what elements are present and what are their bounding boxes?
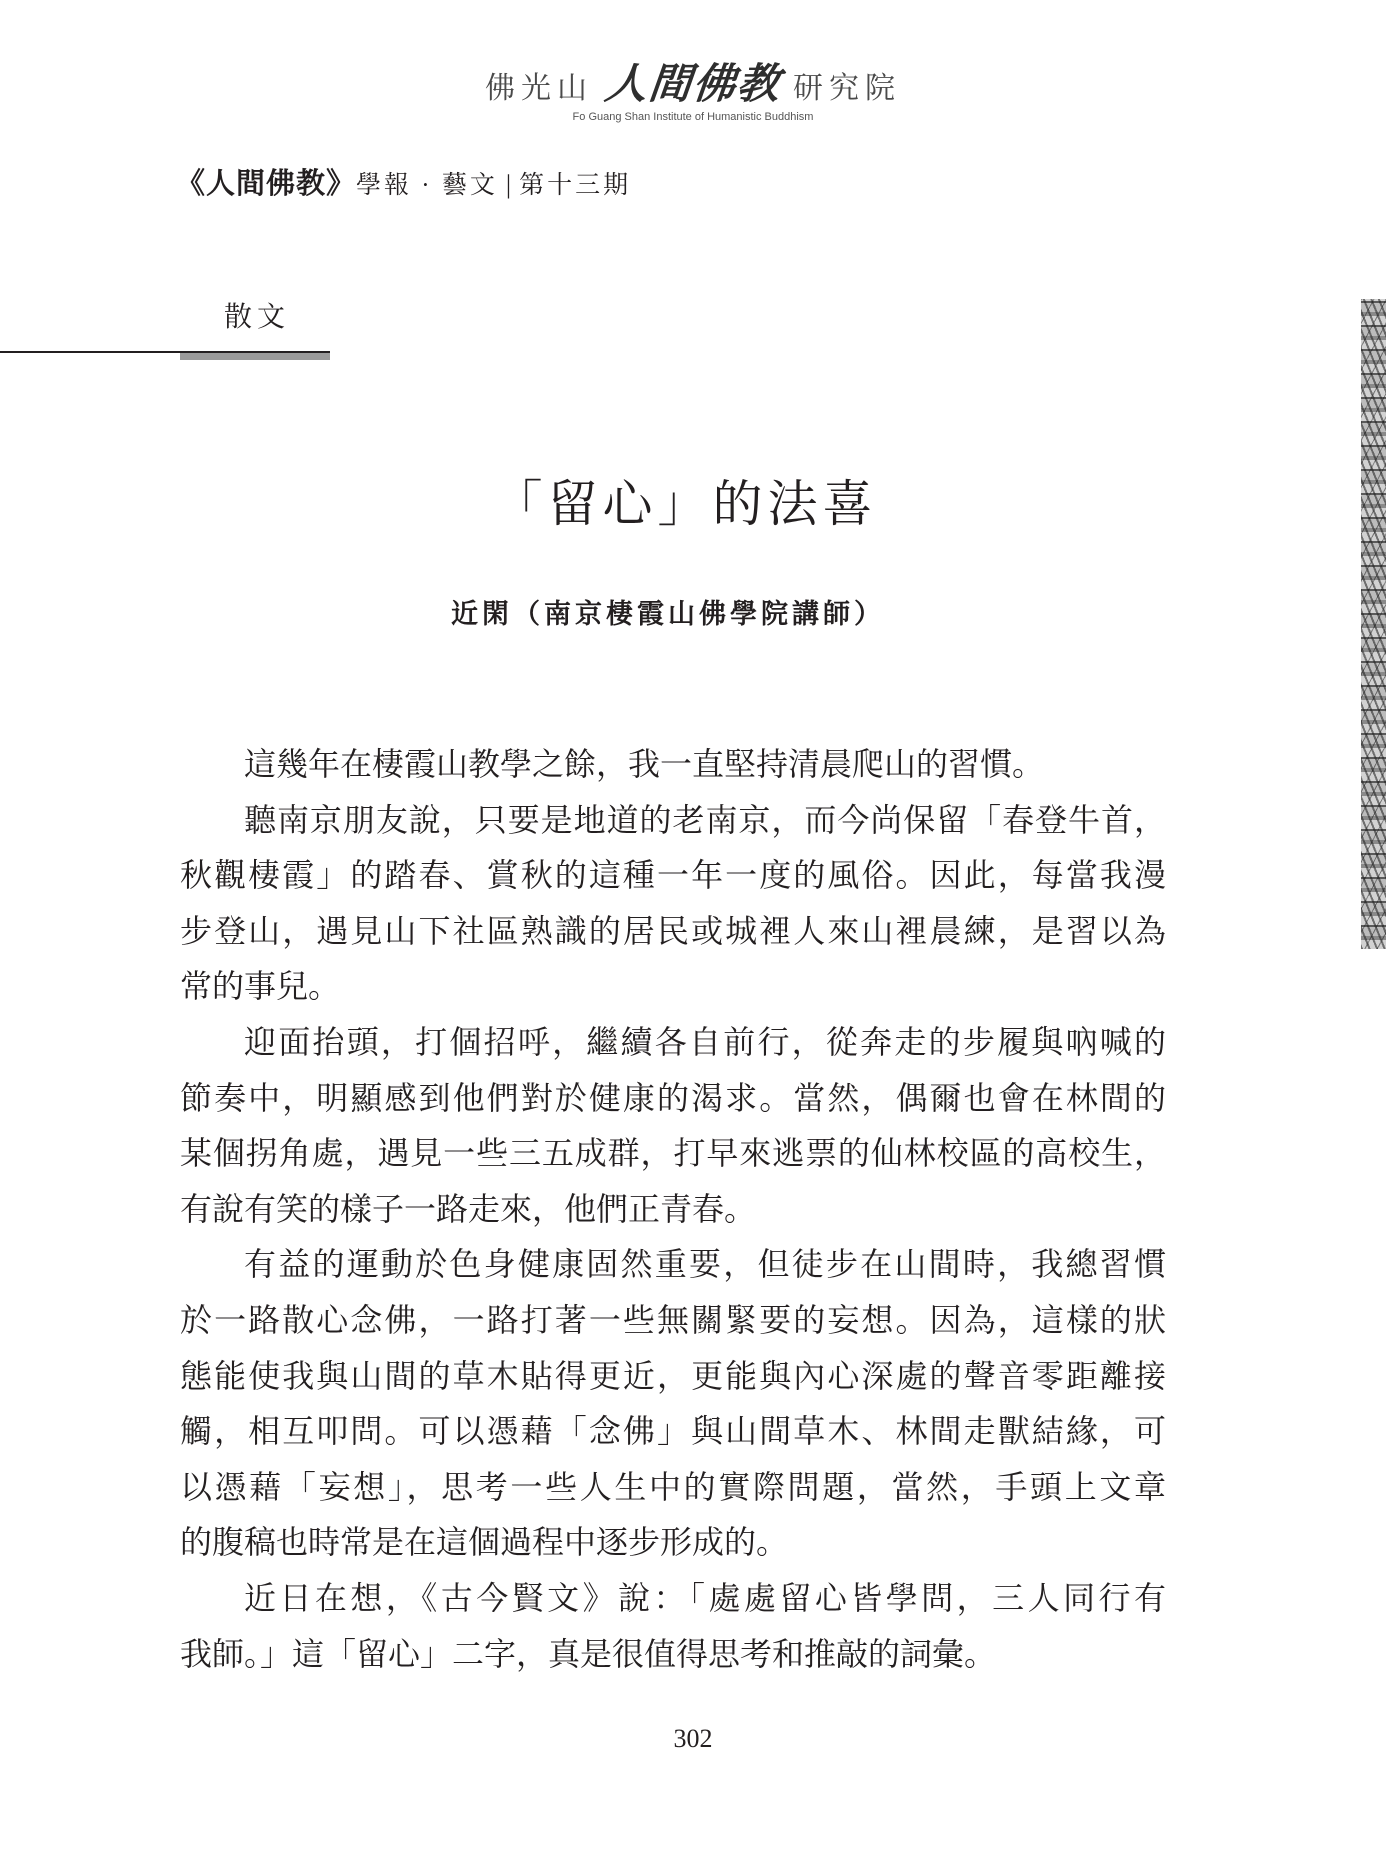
text-line: 聽南京朋友說，只要是地道的老南京，而今尚保留「春登牛首， (244, 801, 1166, 838)
article-title: 「留心」的法喜 (492, 476, 878, 532)
text-line: 這幾年在棲霞山教學之餘，我一直堅持清晨爬山的習慣。 (244, 746, 1045, 782)
text-line: 步登山，遇見山下社區熟識的居民或城裡人來山裡晨練，是習以為 (180, 912, 1166, 949)
paragraph (180, 737, 1166, 793)
header-separator: | (505, 170, 512, 199)
section-rule-accent (180, 353, 330, 360)
journal-section: 學報 · 藝文 (356, 172, 498, 199)
institute-prefix: 佛光山 (484, 72, 593, 105)
journal-issue: 第十三期 (519, 172, 632, 199)
institute-brand: 人間佛教 (602, 62, 784, 108)
text-line: 秋觀棲霞」的踏春、賞秋的這種一年一度的風俗。因此，每當我漫 (180, 857, 1166, 894)
text-line: 以憑藉「妄想」，思考一些人生中的實際問題，當然，手頭上文章 (180, 1468, 1166, 1505)
institute-logo (0, 62, 1386, 117)
text-line: 於一路散心念佛，一路打著一些無關緊要的妄想。因為，這樣的狀 (180, 1301, 1166, 1338)
page-number: 302 (673, 1724, 713, 1753)
text-line: 常的事兒。 (180, 968, 341, 1005)
text-line: 近日在想，《古今賢文》說：「處處留心皆學問，三人同行有 (244, 1579, 1166, 1616)
running-header (176, 164, 631, 209)
paragraph (180, 793, 1166, 1015)
paragraph (180, 1015, 1166, 1237)
journal-name: 《人間佛教》 (176, 168, 357, 200)
paragraph (180, 1237, 1166, 1571)
article-author: 近閑（南京棲霞山佛學院講師） (451, 599, 885, 629)
side-photo-strip (1361, 299, 1386, 949)
text-line: 我師。」這「留心」二字，真是很值得思考和推敲的詞彙。 (180, 1635, 997, 1672)
section-label: 散文 (224, 302, 291, 333)
paragraph (180, 1571, 1166, 1682)
text-line: 觸，相互叩問。可以憑藉「念佛」與山間草木、林間走獸結緣，可 (180, 1413, 1166, 1450)
institute-english-name: Fo Guang Shan Institute of Humanistic Buddhism (572, 111, 814, 123)
text-line: 態能使我與山間的草木貼得更近，更能與內心深處的聲音零距離接 (180, 1357, 1166, 1394)
text-line: 的腹稿也時常是在這個過程中逐步形成的。 (180, 1524, 789, 1561)
institute-suffix: 研究院 (793, 72, 901, 105)
text-line: 有說有笑的樣子一路走來，他們正青春。 (180, 1190, 757, 1227)
text-line: 有益的運動於色身健康固然重要，但徒步在山間時，我總習慣 (244, 1246, 1166, 1283)
text-line: 某個拐角處，遇見一些三五成群，打早來逃票的仙林校區的高校生， (180, 1135, 1166, 1172)
text-line: 節奏中，明顯感到他們對於健康的渴求。當然，偶爾也會在林間的 (180, 1079, 1166, 1116)
article-body (180, 737, 1166, 1682)
text-line: 迎面抬頭，打個招呼，繼續各自前行，從奔走的步履與吶喊的 (244, 1023, 1166, 1060)
